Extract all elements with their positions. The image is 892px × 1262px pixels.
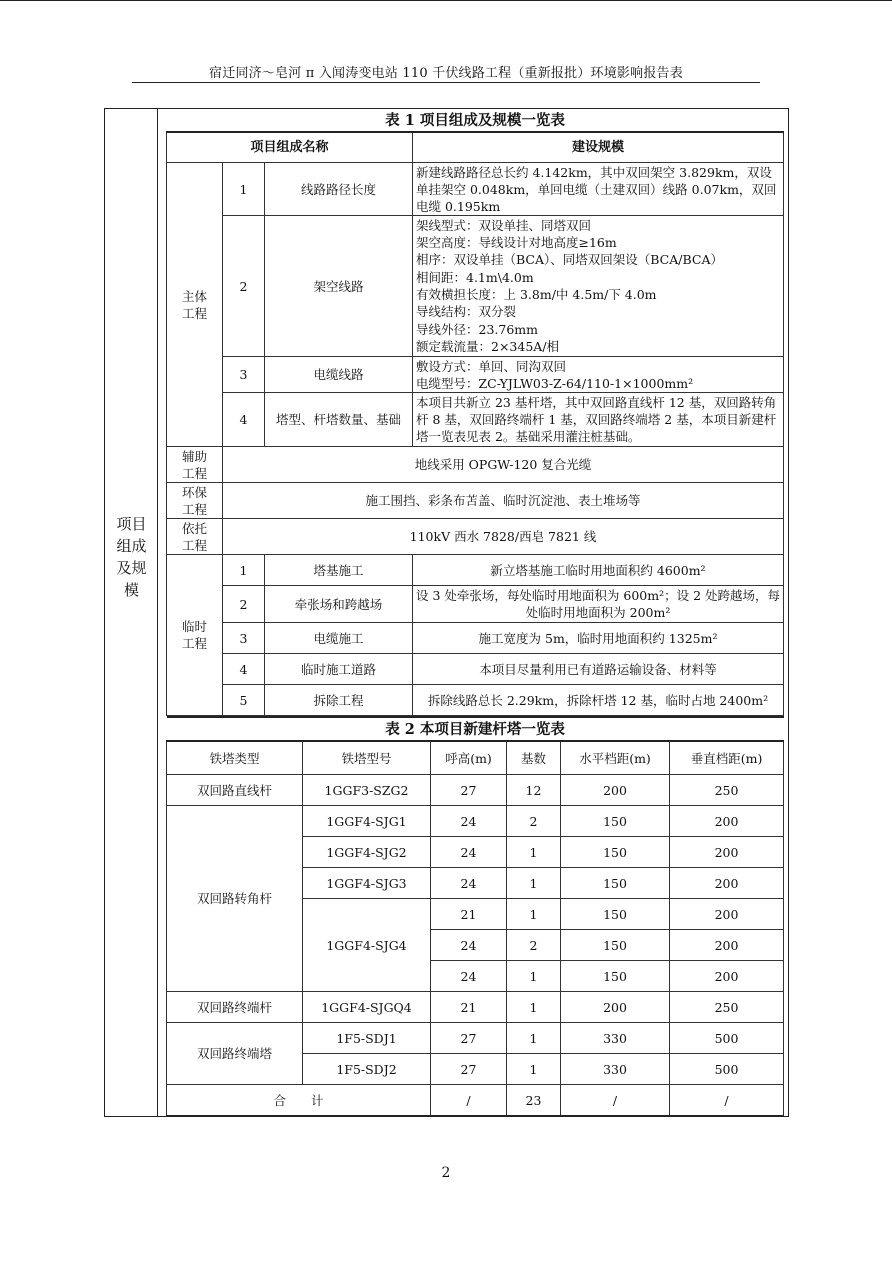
tower-type: 双回路终端杆 [167, 992, 303, 1023]
tower-model: 1GGF4-SJG3 [303, 868, 431, 899]
tower-n: 1 [507, 868, 561, 899]
tower-type: 双回路直线杆 [167, 775, 303, 806]
tower-model: 1GGF3-SZG2 [303, 775, 431, 806]
tower-type: 双回路终端塔 [167, 1023, 303, 1085]
tower-vs: 200 [670, 806, 784, 837]
tower-model: 1GGF4-SJGQ4 [303, 992, 431, 1023]
tower-vs: 200 [670, 930, 784, 961]
tower-table [166, 716, 784, 1117]
tower-hs: 330 [561, 1054, 670, 1085]
tower-n: 2 [507, 806, 561, 837]
tower-h: 27 [431, 775, 507, 806]
table-row: 环保 工程 施工围挡、彩条布苫盖、临时沉淀池、表土堆场等 [167, 483, 784, 519]
tower-vs: 250 [670, 775, 784, 806]
group-main: 主体 工程 [167, 163, 223, 447]
tower-vs: 500 [670, 1054, 784, 1085]
tower-vs: 200 [670, 961, 784, 992]
tower-hs: 150 [561, 961, 670, 992]
table2-total-row: 合 计 / 23 / / [167, 1085, 784, 1117]
tower-hs: 150 [561, 806, 670, 837]
tower-vs: 200 [670, 899, 784, 930]
tower-h: 24 [431, 961, 507, 992]
tower-n: 1 [507, 1054, 561, 1085]
tower-n: 1 [507, 1023, 561, 1054]
tower-h: 24 [431, 837, 507, 868]
table1-col-scale: 建设规模 [413, 132, 784, 163]
tower-h: 24 [431, 806, 507, 837]
tower-hs: 200 [561, 775, 670, 806]
tower-hs: 330 [561, 1023, 670, 1054]
tower-h: 27 [431, 1054, 507, 1085]
tower-hs: 150 [561, 868, 670, 899]
group-temp: 临时 工程 [167, 555, 223, 716]
table-row: 依托 工程 110kV 西水 7828/西皂 7821 线 [167, 519, 784, 555]
table1-title: 表 1 项目组成及规模一览表 [167, 109, 784, 132]
tower-model: 1GGF4-SJG2 [303, 837, 431, 868]
table-row: 临时 工程 1 塔基施工 新立塔基施工临时用地面积约 4600m² [167, 555, 784, 586]
table-row [167, 1023, 784, 1054]
tower-h: 27 [431, 1023, 507, 1054]
tower-model: 1F5-SDJ2 [303, 1054, 431, 1085]
table-row: 5 拆除工程 拆除线路总长 2.29km，拆除杆塔 12 基，临时占地 2400m² [167, 685, 784, 716]
tower-n: 1 [507, 837, 561, 868]
table-row: 2 架空线路 架线型式：双设单挂、同塔双回 架空高度：导线设计对地高度≥16m 相序：双设单挂（BCA）、同塔双回架设（BCA/BCA） 相间距：4.1m\4.0m 有效横担长度：上 3.8m/中 4.5m/下 4.0m 导线结构：双分裂 导线外径：23.76mm 额定载流量：2×345A/相 [167, 216, 784, 357]
tower-hs: 150 [561, 930, 670, 961]
tower-hs: 200 [561, 992, 670, 1023]
side-column [105, 109, 158, 1116]
table-row: 3 电缆线路 敷设方式：单回、同沟双回 电缆型号：ZC-YJLW03-Z-64/110-1×1000mm² [167, 357, 784, 393]
table-row [167, 992, 784, 1023]
report-frame [104, 108, 789, 1117]
table-row: 3 电缆施工 施工宽度为 5m，临时用地面积约 1325m² [167, 623, 784, 654]
table2-header-row: 铁塔类型 铁塔型号 呼高(m) 基数 水平档距(m) 垂直档距(m) [167, 741, 784, 775]
tower-model: 1GGF4-SJG1 [303, 806, 431, 837]
table-row: 2 牵张场和跨越场 设 3 处牵张场，每处临时用地面积为 600m²；设 2 处跨越场，每处临时用地面积为 200m² [167, 586, 784, 623]
tower-h: 21 [431, 992, 507, 1023]
tables-area [166, 109, 783, 1117]
table2-body [167, 775, 784, 1085]
table-row: 主体 工程 1 线路路径长度 新建线路路径总长约 4.142km，其中双回架空 3.829km，双设单挂架空 0.048km，单回电缆（土建双回）线路 0.07km，双回电缆 0.195km [167, 163, 784, 216]
table-row: 4 塔型、杆塔数量、基础 本项目共新立 23 基杆塔，其中双回路直线杆 12 基，双回路转角杆 8 基，双回路终端杆 1 基，双回路终端塔 2 基，本项目新建杆塔一览表见表 2。基础采用灌注桩基础。 [167, 393, 784, 447]
group-rely: 依托 工程 [167, 519, 223, 555]
table2-title: 表 2 本项目新建杆塔一览表 [167, 717, 784, 741]
table-row [167, 806, 784, 837]
tower-n: 12 [507, 775, 561, 806]
tower-model: 1F5-SDJ1 [303, 1023, 431, 1054]
top-border [0, 0, 892, 1]
tower-n: 1 [507, 899, 561, 930]
tower-hs: 150 [561, 899, 670, 930]
tower-vs: 200 [670, 837, 784, 868]
table1-col-name: 项目组成名称 [167, 132, 413, 163]
tower-type: 双回路转角杆 [167, 806, 303, 992]
tower-h: 24 [431, 868, 507, 899]
tower-n: 2 [507, 930, 561, 961]
tower-n: 1 [507, 992, 561, 1023]
group-env: 环保 工程 [167, 483, 223, 519]
tower-h: 24 [431, 930, 507, 961]
page-header: 宿迁同济～皂河 π 入闻涛变电站 110 千伏线路工程（重新报批）环境影响报告表 [209, 66, 683, 81]
page-number: 2 [441, 1165, 451, 1181]
table-row: 辅助 工程 地线采用 OPGW-120 复合光缆 [167, 447, 784, 483]
table-row [167, 775, 784, 806]
group-aux: 辅助 工程 [167, 447, 223, 483]
project-composition-table [166, 109, 784, 716]
tower-n: 1 [507, 961, 561, 992]
tower-vs: 250 [670, 992, 784, 1023]
header-rule [132, 82, 760, 83]
tower-hs: 150 [561, 837, 670, 868]
table-row: 4 临时施工道路 本项目尽量利用已有道路运输设备、材料等 [167, 654, 784, 685]
tower-vs: 200 [670, 868, 784, 899]
side-label: 项目 组成 及规 模 [116, 515, 147, 599]
tower-vs: 500 [670, 1023, 784, 1054]
tower-model: 1GGF4-SJG4 [303, 899, 431, 992]
tower-h: 21 [431, 899, 507, 930]
